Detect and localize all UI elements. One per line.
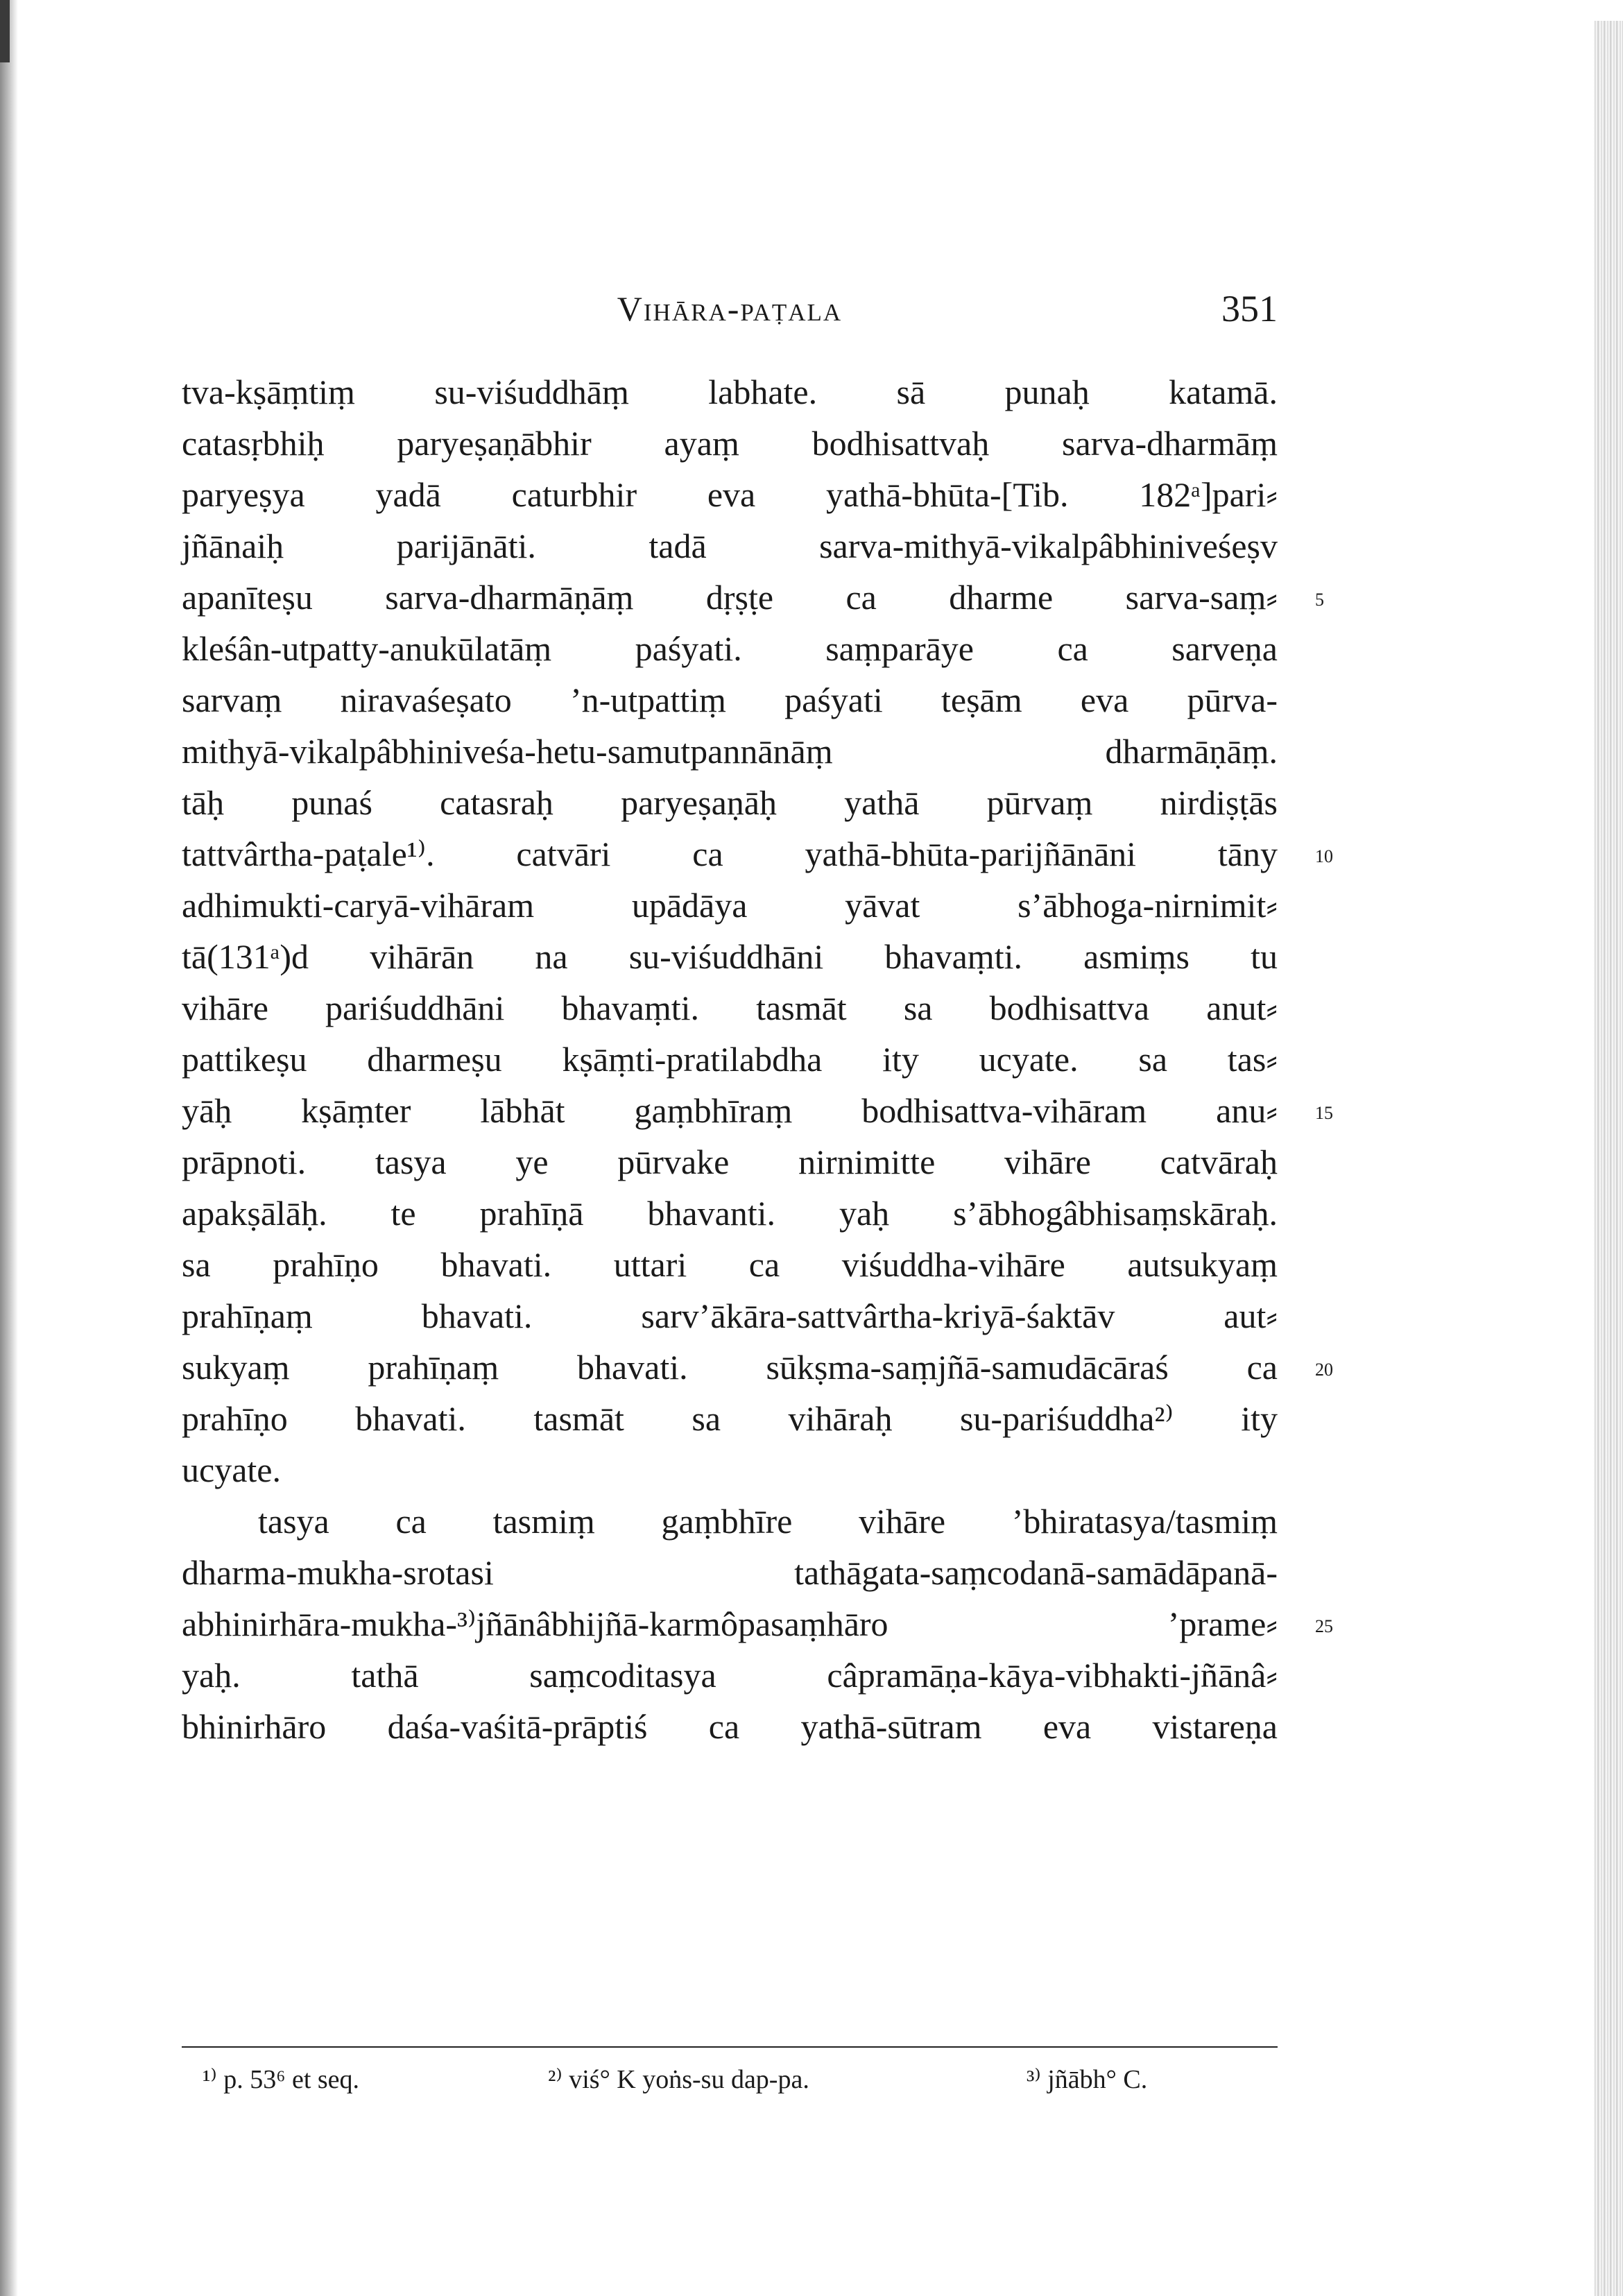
text-line <box>182 1034 1278 1085</box>
line-text: adhimukti-caryā-vihāram upādāya yāvat s’ābhoga-nirnimit⸗ <box>182 886 1278 925</box>
line-number: 10 <box>1315 846 1333 866</box>
line-number: 15 <box>1315 1103 1333 1123</box>
line-text: bhinirhāro daśa-vaśitā-prāptiś ca yathā-sūtram eva vistareṇa <box>182 1707 1278 1746</box>
line-text: vihāre pariśuddhāni bhavaṃti. tasmāt sa bodhisattva anut⸗ <box>182 988 1278 1027</box>
line-text: apanīteṣu sarva-dharmāṇāṃ dṛṣṭe ca dharme sarva-saṃ⸗ <box>182 578 1278 617</box>
running-title: Vihāra-paṭala <box>617 289 843 328</box>
text-line <box>182 880 1278 931</box>
text-line <box>182 1188 1278 1239</box>
footnote-1: ¹⁾ p. 53⁶ et seq. <box>203 2065 360 2094</box>
text-line <box>182 623 1278 674</box>
footnotes <box>182 2059 1278 2100</box>
line-text: yāḥ kṣāṃter lābhāt gaṃbhīraṃ bodhisattva-vihāram anu⸗ <box>182 1091 1278 1130</box>
text-line <box>182 1650 1278 1701</box>
text-line <box>182 726 1278 777</box>
footnote-3: ³⁾ jñābh° C. <box>1027 2065 1148 2094</box>
line-text: paryeṣya yadā caturbhir eva yathā-bhūta-[Tib. 182ᵃ]pari⸗ <box>182 475 1278 514</box>
body-text <box>182 366 1333 1752</box>
text-line <box>182 366 1278 418</box>
line-number: 20 <box>1315 1360 1333 1380</box>
text-line <box>182 1547 1278 1598</box>
line-text: tā(131ᵃ)d vihārān na su-viśuddhāni bhavaṃti. asmiṃs tu <box>182 937 1278 976</box>
line-text: apakṣālāḥ. te prahīṇā bhavanti. yaḥ s’ābhogâbhisaṃskāraḥ. <box>182 1194 1278 1233</box>
text-line <box>182 1239 1278 1290</box>
line-text: sukyaṃ prahīṇaṃ bhavati. sūkṣma-saṃjñā-samudācāraś ca <box>182 1348 1278 1387</box>
text-line <box>182 1444 1278 1496</box>
line-text: abhinirhāra-mukha-³⁾jñānâbhijñā-karmôpasaṃhāro ’prame⸗ <box>182 1604 1278 1643</box>
line-text: tasya ca tasmiṃ gaṃbhīre vihāre ’bhiratasya/tasmiṃ <box>258 1502 1278 1541</box>
line-number: 25 <box>1315 1616 1333 1636</box>
text-line <box>182 1290 1278 1342</box>
line-text: mithyā-vikalpâbhiniveśa-hetu-samutpannānāṃ dharmāṇāṃ. <box>182 732 1278 771</box>
text-line <box>182 1701 1278 1752</box>
text-line <box>182 520 1278 572</box>
footnote-rule <box>182 2046 1278 2048</box>
text-line <box>182 674 1278 726</box>
text-line <box>182 1342 1333 1393</box>
text-line <box>182 1496 1278 1547</box>
page-number: 351 <box>1221 288 1278 329</box>
text-line <box>182 1136 1278 1188</box>
footnote-2: ²⁾ viś° K yoṅs-su dap-pa. <box>548 2065 809 2094</box>
text-line <box>182 982 1278 1034</box>
text-line <box>182 418 1278 469</box>
line-text: sa prahīṇo bhavati. uttari ca viśuddha-vihāre autsukyaṃ <box>182 1245 1278 1284</box>
text-line <box>182 931 1278 982</box>
line-text: pattikeṣu dharmeṣu kṣāṃti-pratilabdha ity ucyate. sa tas⸗ <box>182 1040 1278 1079</box>
running-head <box>182 284 1278 333</box>
line-text: ucyate. <box>182 1450 281 1489</box>
line-text: sarvaṃ niravaśeṣato ’n-utpattiṃ paśyati teṣām eva pūrva- <box>182 680 1278 719</box>
text-line <box>182 572 1324 623</box>
text-line <box>182 1393 1278 1444</box>
line-number: 5 <box>1315 590 1324 610</box>
text-line <box>182 1085 1333 1136</box>
text-line <box>182 1598 1333 1650</box>
line-text: tāḥ punaś catasraḥ paryeṣaṇāḥ yathā pūrvaṃ nirdiṣṭās <box>182 783 1278 822</box>
line-text: tva-kṣāṃtiṃ su-viśuddhāṃ labhate. sā punaḥ katamā. <box>182 372 1278 411</box>
line-text: prāpnoti. tasya ye pūrvake nirnimitte vihāre catvāraḥ <box>182 1142 1278 1181</box>
text-line <box>182 828 1333 880</box>
line-text: kleśân-utpatty-anukūlatāṃ paśyati. saṃparāye ca sarveṇa <box>182 629 1278 668</box>
text-line <box>182 777 1278 828</box>
line-text: prahīṇaṃ bhavati. sarv’ākāra-sattvârtha-kriyā-śaktāv aut⸗ <box>182 1296 1278 1335</box>
line-text: yaḥ. tathā saṃcoditasya câpramāṇa-kāya-vibhakti-jñānâ⸗ <box>182 1656 1278 1695</box>
line-text: prahīṇo bhavati. tasmāt sa vihāraḥ su-pariśuddha²⁾ ity <box>182 1399 1278 1438</box>
line-text: jñānaiḥ parijānāti. tadā sarva-mithyā-vikalpâbhiniveśeṣv <box>182 526 1278 565</box>
line-text: dharma-mukha-srotasi tathāgata-saṃcodanā-samādāpanā- <box>182 1553 1278 1592</box>
line-text: catasṛbhiḥ paryeṣaṇābhir ayaṃ bodhisattvaḥ sarva-dharmāṃ <box>182 424 1278 463</box>
text-line <box>182 469 1278 520</box>
line-text: tattvârtha-paṭale¹⁾. catvāri ca yathā-bhūta-parijñānāni tāny <box>182 834 1278 873</box>
